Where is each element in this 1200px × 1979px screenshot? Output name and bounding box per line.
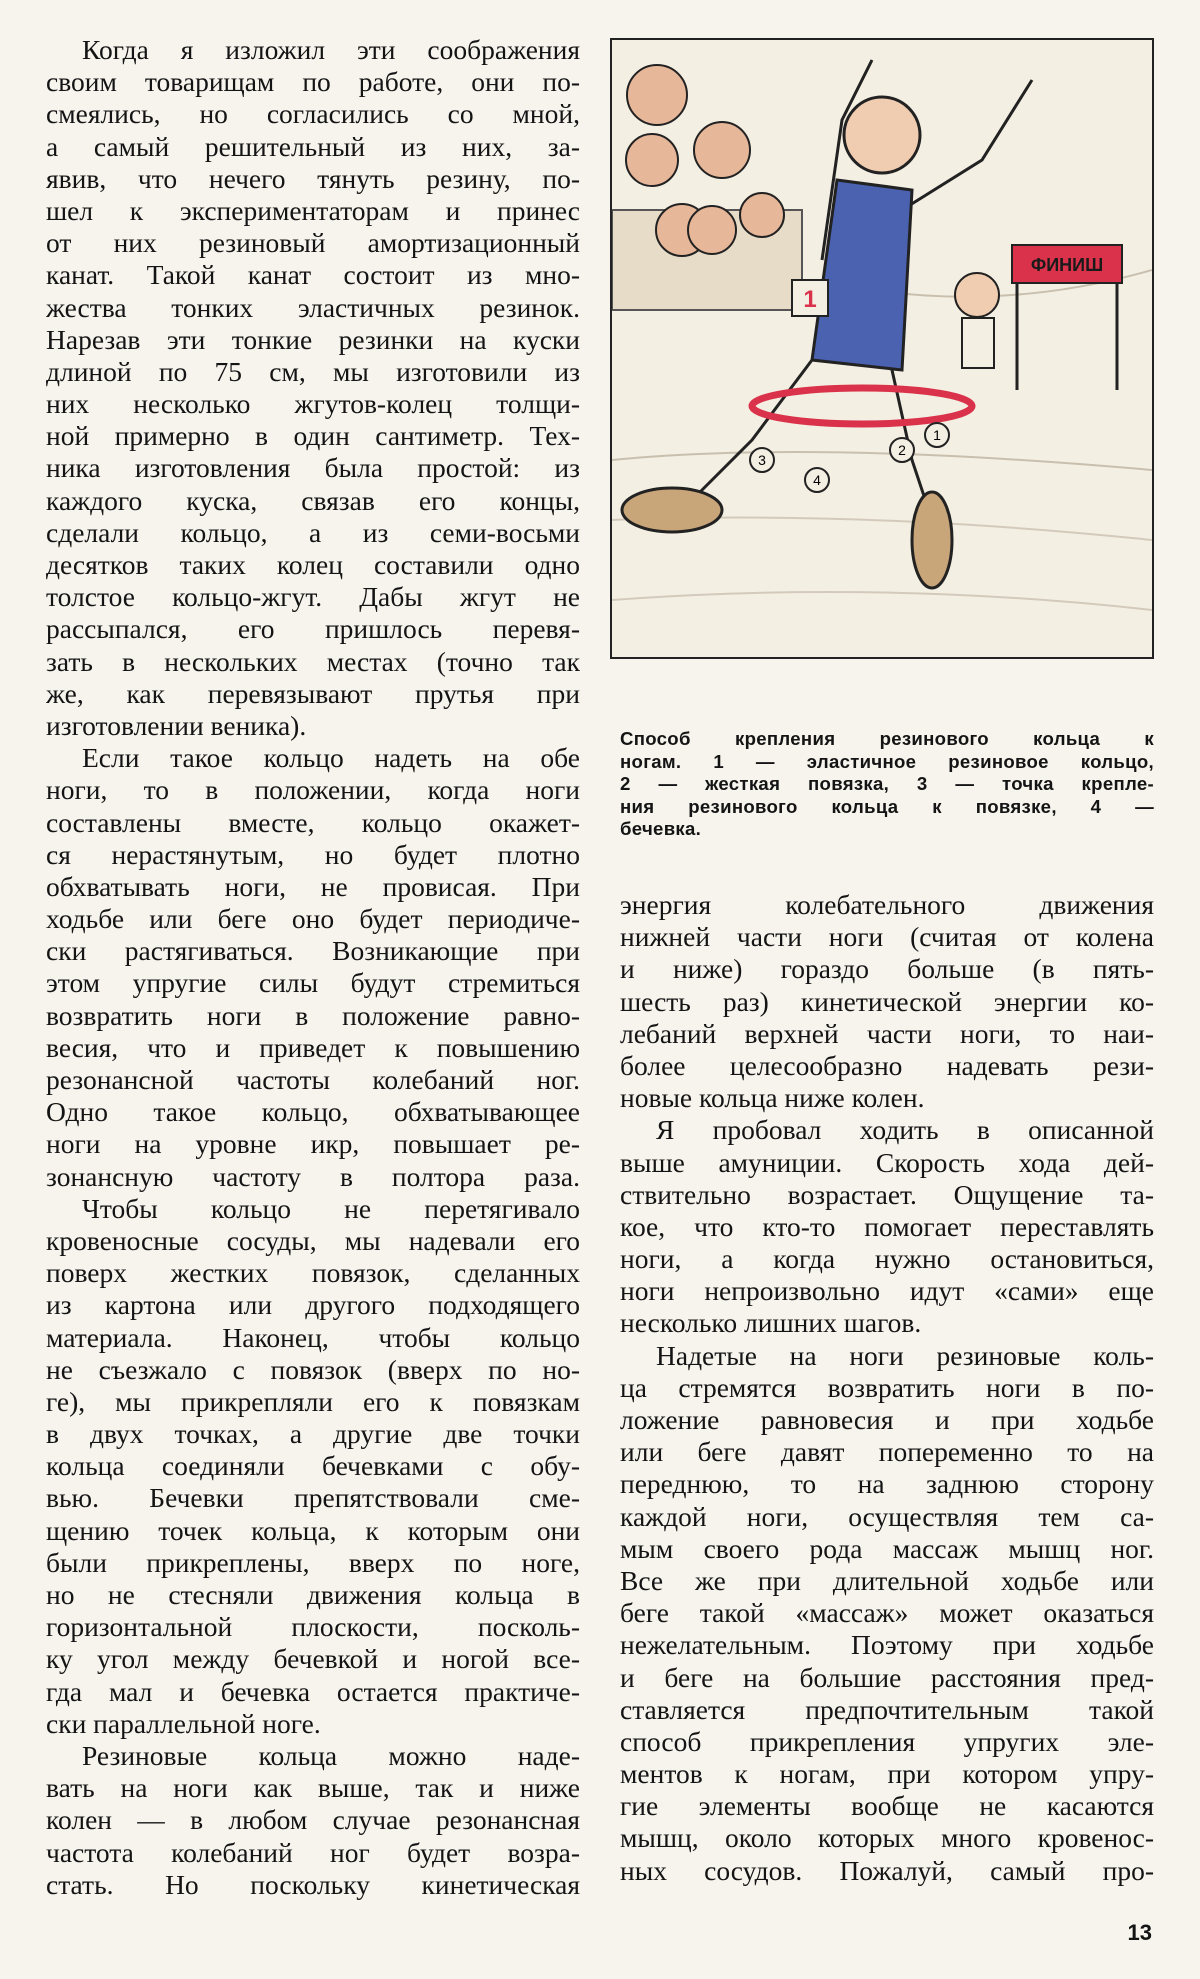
text-line: энергия колебательного движения <box>620 889 1154 920</box>
text-line: ся нерастянутым, но будет плотно <box>46 838 580 870</box>
text-line: и беге на большие расстояния пред- <box>620 1661 1154 1693</box>
text-line: десятков таких колец составили одно <box>46 549 580 580</box>
text-line: вью. Бечевки препятствовали сме- <box>46 1482 580 1514</box>
text-line: явив, что нечего тянуть резину, по- <box>46 162 580 194</box>
right-text-column <box>620 889 1154 1887</box>
text-line: жества тонких эластичных резинок. <box>46 291 580 323</box>
text-line: ноги на уровне икр, повышает ре- <box>46 1128 580 1160</box>
text-line: не съезжало с повязок (вверх по но- <box>46 1353 580 1385</box>
text-line: резонансной частоты колебаний ног. <box>46 1064 580 1095</box>
text-line: обхватывать ноги, не провисая. При <box>46 870 580 902</box>
text-line: Нарезав эти тонкие резинки на куски <box>46 323 580 355</box>
text-line: материала. Наконец, чтобы кольцо <box>46 1321 580 1353</box>
text-line: ге), мы прикрепляли его к повязкам <box>46 1385 580 1417</box>
child-spectator <box>955 273 999 317</box>
text-line: лебаний верхней части ноги, то наи- <box>620 1017 1154 1049</box>
text-line: и ниже) гораздо больше (в пять- <box>620 953 1154 985</box>
text-line: ски растягиваться. Возникающие при <box>46 935 580 967</box>
text-line: частота колебаний ног будет возра- <box>46 1836 580 1868</box>
text-line: ной примерно в один сантиметр. Тех- <box>46 420 580 452</box>
text-line: выше амуниции. Скорость хода дей- <box>620 1146 1154 1178</box>
text-line: Резиновые кольца можно наде- <box>82 1739 580 1771</box>
text-line: ментов к ногам, при котором упру- <box>620 1758 1154 1790</box>
text-line: из картона или другого подходящего <box>46 1289 580 1321</box>
text-line: Когда я изложил эти соображения <box>82 34 580 65</box>
text-line: весия, что и приведет к повышению <box>46 1031 580 1063</box>
text-line: Если такое кольцо надеть на обе <box>82 742 580 774</box>
text-line: от них резиновый амортизационный <box>46 227 580 259</box>
text-line: ноги, а когда нужно остановиться, <box>620 1243 1154 1275</box>
callout-3: 3 <box>758 452 766 468</box>
text-line: нежелательным. Поэтому при ходьбе <box>620 1629 1154 1661</box>
text-line: мышц, около которых много кровенос- <box>620 1822 1154 1854</box>
runner-illustration-svg <box>612 40 1152 657</box>
text-line: ца стремятся возвратить ноги в по- <box>620 1371 1154 1403</box>
caption-line: 2 — жесткая повязка, 3 — точка крепле- <box>620 773 1154 795</box>
text-line: колен — в любом случае резонансная <box>46 1804 580 1836</box>
callout-4: 4 <box>813 472 821 488</box>
callout-2: 2 <box>898 442 906 458</box>
finish-banner-text: ФИНИШ <box>1030 255 1104 275</box>
text-line: шесть раз) кинетической энергии ко- <box>620 985 1154 1017</box>
text-line: способ прикрепления упругих эле- <box>620 1725 1154 1757</box>
text-line: длиной по 75 см, мы изготовили из <box>46 355 580 387</box>
text-line: переднюю, то на заднюю сторону <box>620 1468 1154 1500</box>
text-line: же, как перевязывают прутья при <box>46 677 580 709</box>
text-line: но не стесняли движения кольца в <box>46 1579 580 1610</box>
text-line: щению точек кольца, к которым они <box>46 1514 580 1546</box>
runner-illustration <box>610 38 1154 659</box>
text-line: горизонтальной плоскости, посколь- <box>46 1611 580 1643</box>
text-line: более целесообразно надевать рези- <box>620 1049 1154 1081</box>
bib-number: 1 <box>803 286 817 313</box>
text-line: ника изготовления была простой: из <box>46 452 580 484</box>
text-line: ноги непроизвольно идут «сами» еще <box>620 1275 1154 1307</box>
caption-line: Способ крепления резинового кольца к <box>620 728 1154 749</box>
text-line: гда мал и бечевка остается практиче- <box>46 1675 580 1707</box>
text-line: ствительно возрастает. Ощущение та- <box>620 1178 1154 1210</box>
text-line: беге такой «массаж» может оказаться <box>620 1597 1154 1629</box>
text-line: нижней части ноги (считая от колена <box>620 921 1154 953</box>
text-line: ноги, то в положении, когда ноги <box>46 774 580 806</box>
text-line: новые кольца ниже колен. <box>620 1082 925 1114</box>
text-line: них несколько жгутов-колец толщи- <box>46 388 580 420</box>
text-line: зать в нескольких местах (точно так <box>46 645 580 677</box>
text-line: в двух точках, а другие две точки <box>46 1418 580 1450</box>
text-line: Чтобы кольцо не перетягивало <box>82 1192 580 1224</box>
text-line: каждого куска, связав его концы, <box>46 484 580 516</box>
text-line: Надетые на ноги резиновые коль- <box>656 1339 1154 1371</box>
caption-line: ногам. 1 — эластичное резиновое кольцо, <box>620 750 1154 772</box>
text-line: кольца соединяли бечевками с обу- <box>46 1450 580 1482</box>
left-text-column <box>46 34 580 1901</box>
text-line: Все же при длительной ходьбе или <box>620 1564 1154 1596</box>
text-line: Одно такое кольцо, обхватывающее <box>46 1096 580 1128</box>
text-line: Я пробовал ходить в описанной <box>656 1114 1154 1146</box>
text-line: возвратить ноги в положение равно- <box>46 999 580 1031</box>
text-line: кое, что кто-то помогает переставлять <box>620 1210 1154 1242</box>
text-line: этом упругие силы будут стремиться <box>46 967 580 999</box>
text-line: зонансную частоту в полтора раза. <box>46 1160 580 1192</box>
text-line: ных сосудов. Пожалуй, самый про- <box>620 1854 1154 1886</box>
text-line: ходьбе или беге оно будет периодиче- <box>46 903 580 935</box>
text-line: ставляется предпочтительным такой <box>620 1693 1154 1725</box>
text-line: шел к экспериментаторам и принес <box>46 194 580 226</box>
text-line: изготовлении веника). <box>46 709 307 741</box>
text-line: были прикреплены, вверх по ноге, <box>46 1546 580 1578</box>
text-line: стать. Но поскольку кинетическая <box>46 1868 580 1900</box>
text-line: поверх жестких повязок, сделанных <box>46 1257 580 1289</box>
text-line: мым своего рода массаж мышц ног. <box>620 1532 1154 1564</box>
text-line: вать на ноги как выше, так и ниже <box>46 1772 580 1804</box>
text-line: каждой ноги, осуществляя тем са- <box>620 1500 1154 1532</box>
text-line: ку угол между бечевкой и ногой все- <box>46 1643 580 1675</box>
text-line: или беге давят попеременно то на <box>620 1436 1154 1468</box>
text-line: ски параллельной ноге. <box>46 1707 321 1739</box>
text-line: сделали кольцо, а из семи-восьми <box>46 516 580 548</box>
text-line: а самый решительный из них, за- <box>46 130 580 162</box>
caption-line: бечевка. <box>620 818 702 840</box>
figure-caption <box>620 728 1154 841</box>
text-line: своим товарищам по работе, они по- <box>46 66 580 98</box>
caption-line: ния резинового кольца к повязке, 4 — <box>620 795 1154 817</box>
text-line: толстое кольцо-жгут. Дабы жгут не <box>46 581 580 613</box>
text-line: рассыпался, его пришлось перевя- <box>46 613 580 645</box>
text-line: гие элементы вообще не касаются <box>620 1790 1154 1822</box>
page-number: 13 <box>1127 1920 1152 1945</box>
text-line: несколько лишних шагов. <box>620 1307 922 1339</box>
text-line: кровеносные сосуды, мы надевали его <box>46 1224 580 1256</box>
text-line: составлены вместе, кольцо окажет- <box>46 806 580 838</box>
text-line: ложение равновесия и при ходьбе <box>620 1404 1154 1435</box>
callout-1: 1 <box>933 427 941 443</box>
text-line: смеялись, но согласились со мной, <box>46 98 580 130</box>
text-line: канат. Такой канат состоит из мно- <box>46 259 580 291</box>
